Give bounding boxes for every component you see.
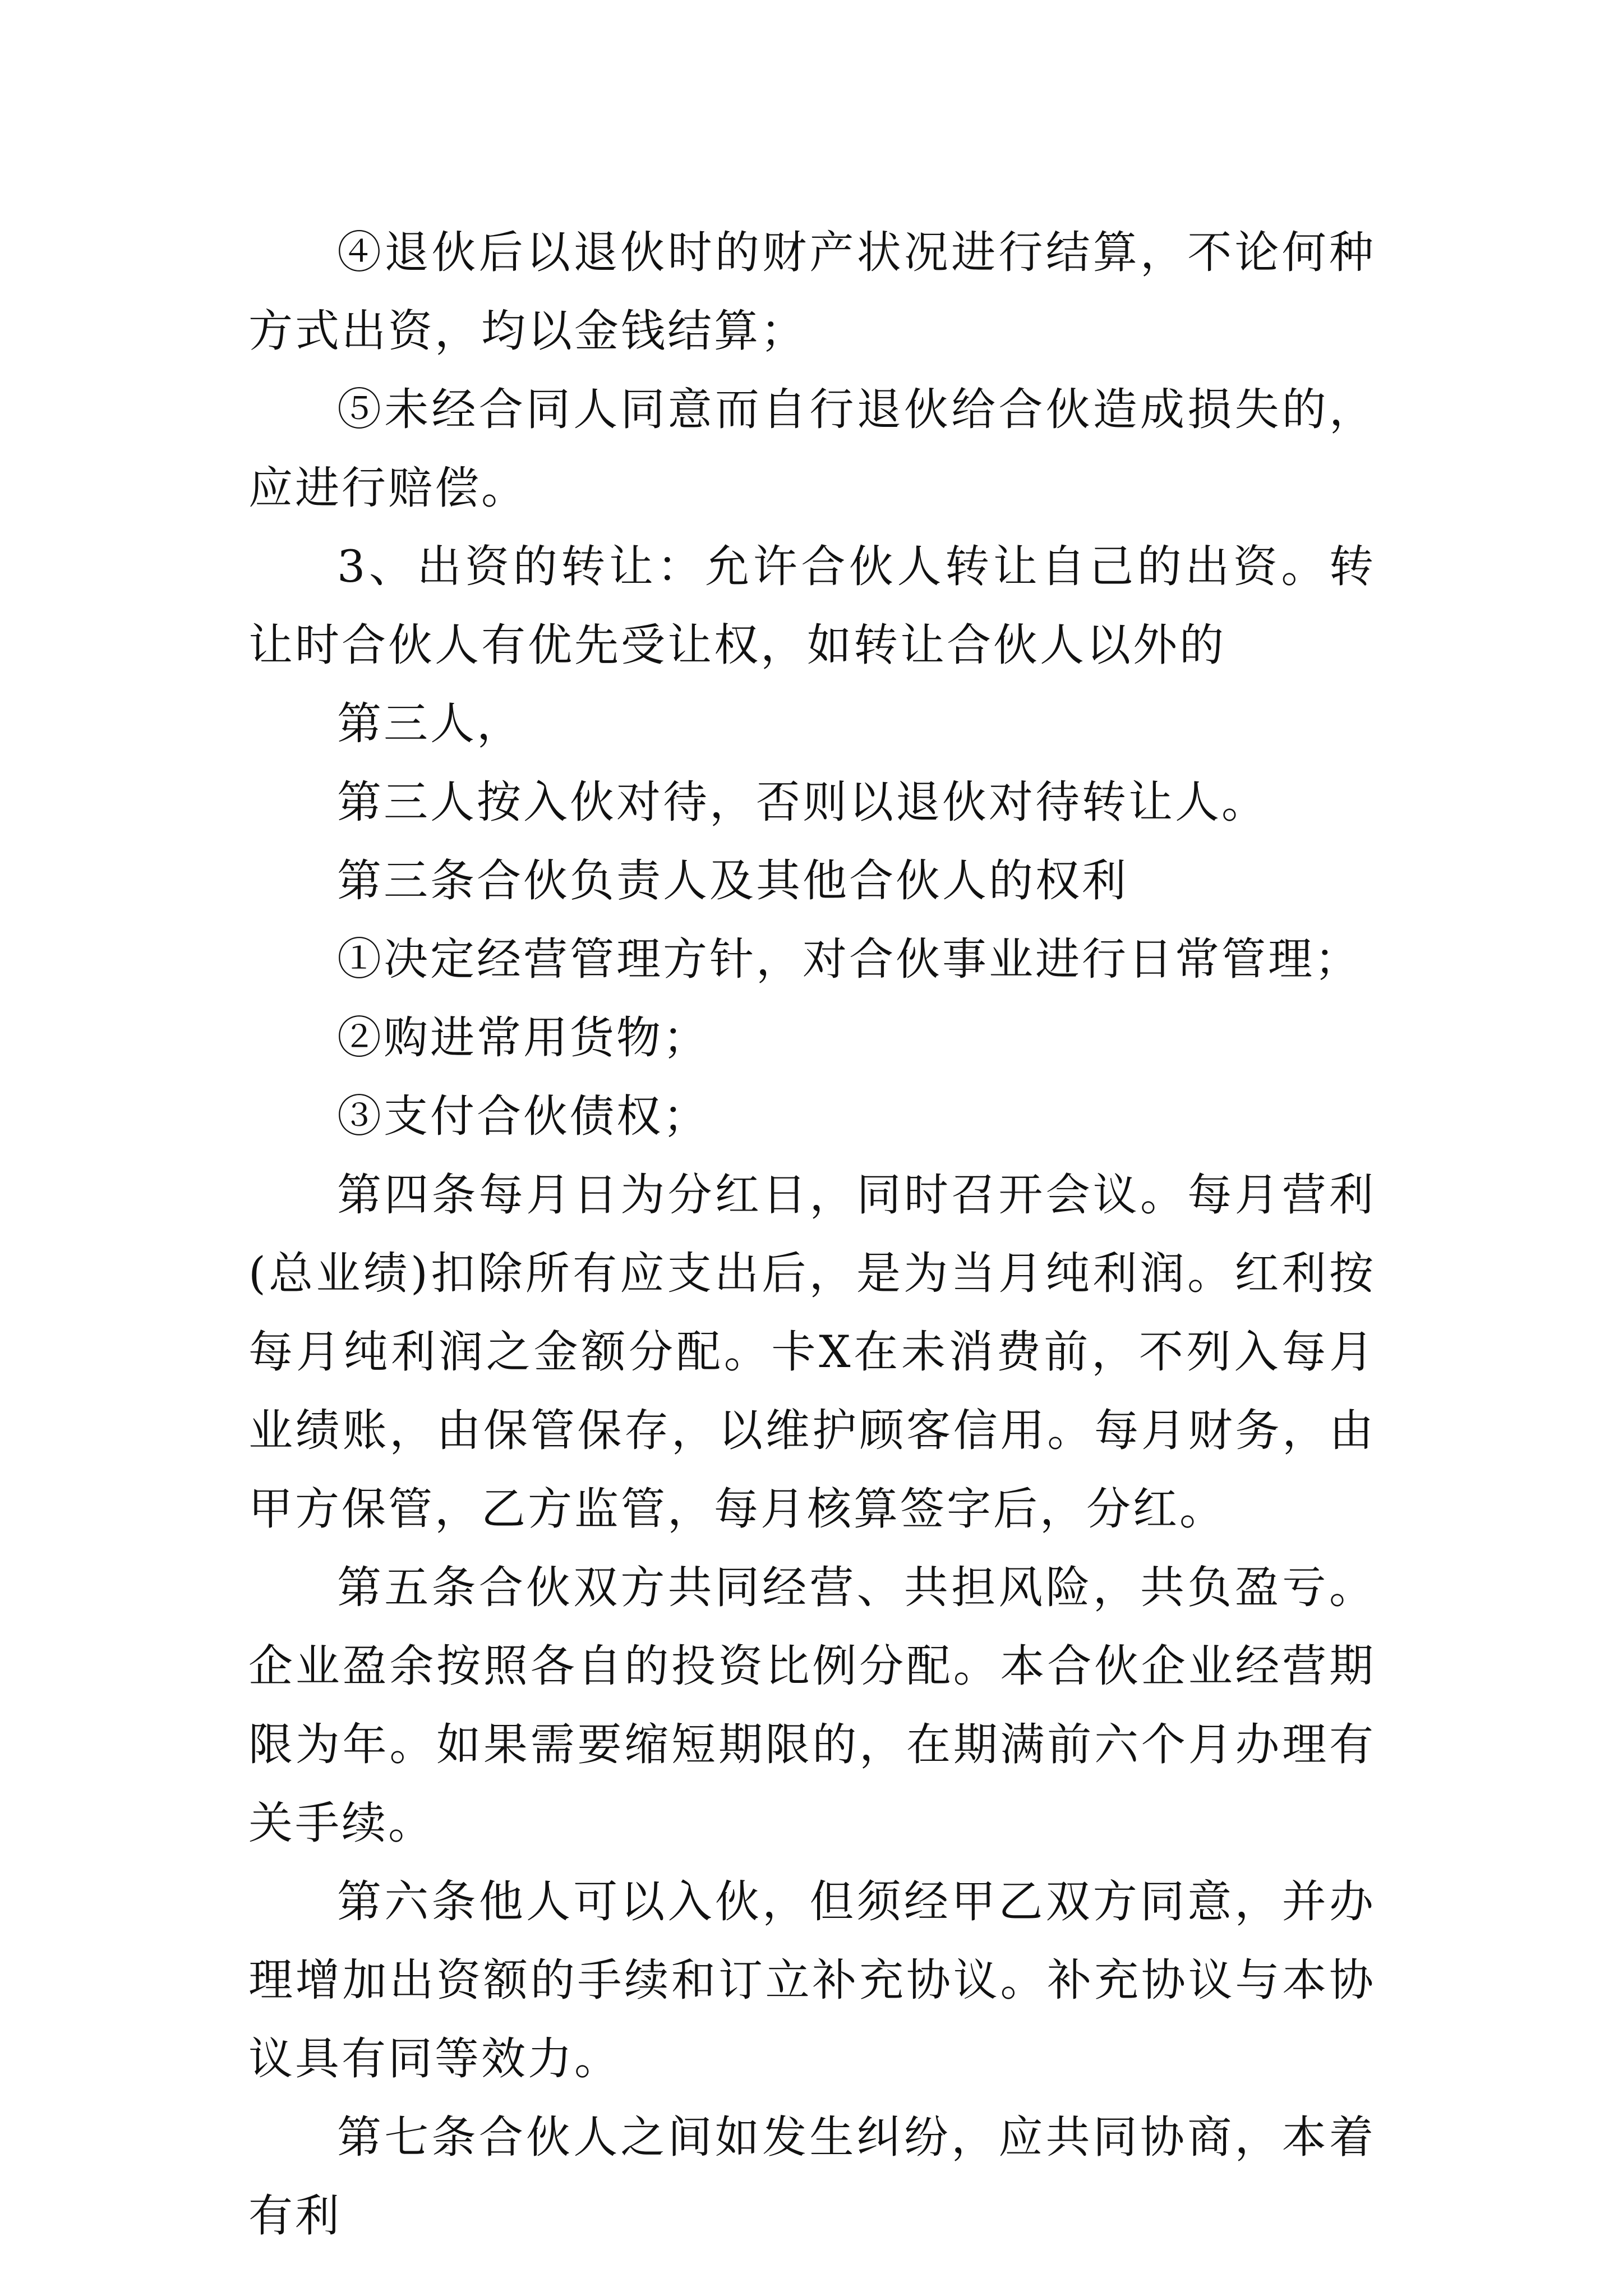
paragraph: 第三人， [337,698,523,749]
paragraph: 第七条合伙人之间如发生纠纷，应共同协商，本着有利 [248,2111,1376,2242]
paragraph: 第四条每月日为分红日，同时召开会议。每月营利(总业绩)扣除所有应支出后，是为当月纯利润。红利按每月纯利润之金额分配。卡X在未消费前，不列入每月业绩账，由保管保存，以维护顾客信用。每月财务，由甲方保管，乙方监管，每月核算签字后，分红。 [248,1169,1376,1535]
paragraph: ⑤未经合同人同意而自行退伙给合伙造成损失的，应进行赔偿。 [248,384,1376,514]
document-body [248,213,1376,2255]
paragraph: 第三人按入伙对待，否则以退伙对待转让人。 [337,776,1268,828]
paragraph: ②购进常用货物； [337,1012,709,1064]
paragraph: ③支付合伙债权； [337,1091,709,1142]
paragraph: 第五条合伙双方共同经营、共担风险，共负盈亏。企业盈余按照各自的投资比例分配。本合伙企业经营期限为年。如果需要缩短期限的，在期满前六个月办理有关手续。 [248,1562,1376,1849]
paragraph: 第六条他人可以入伙，但须经甲乙双方同意，并办理增加出资额的手续和订立补充协议。补充协议与本协议具有同等效力。 [248,1876,1376,2085]
paragraph: 第三条合伙负责人及其他合伙人的权利 [337,855,1128,907]
paragraph: ①决定经营管理方针，对合伙事业进行日常管理； [337,933,1361,985]
paragraph: ④退伙后以退伙时的财产状况进行结算，不论何种方式出资，均以金钱结算； [248,227,1376,357]
paragraph: 3、出资的转让：允许合伙人转让自己的出资。转让时合伙人有优先受让权，如转让合伙人以外的 [248,541,1376,671]
